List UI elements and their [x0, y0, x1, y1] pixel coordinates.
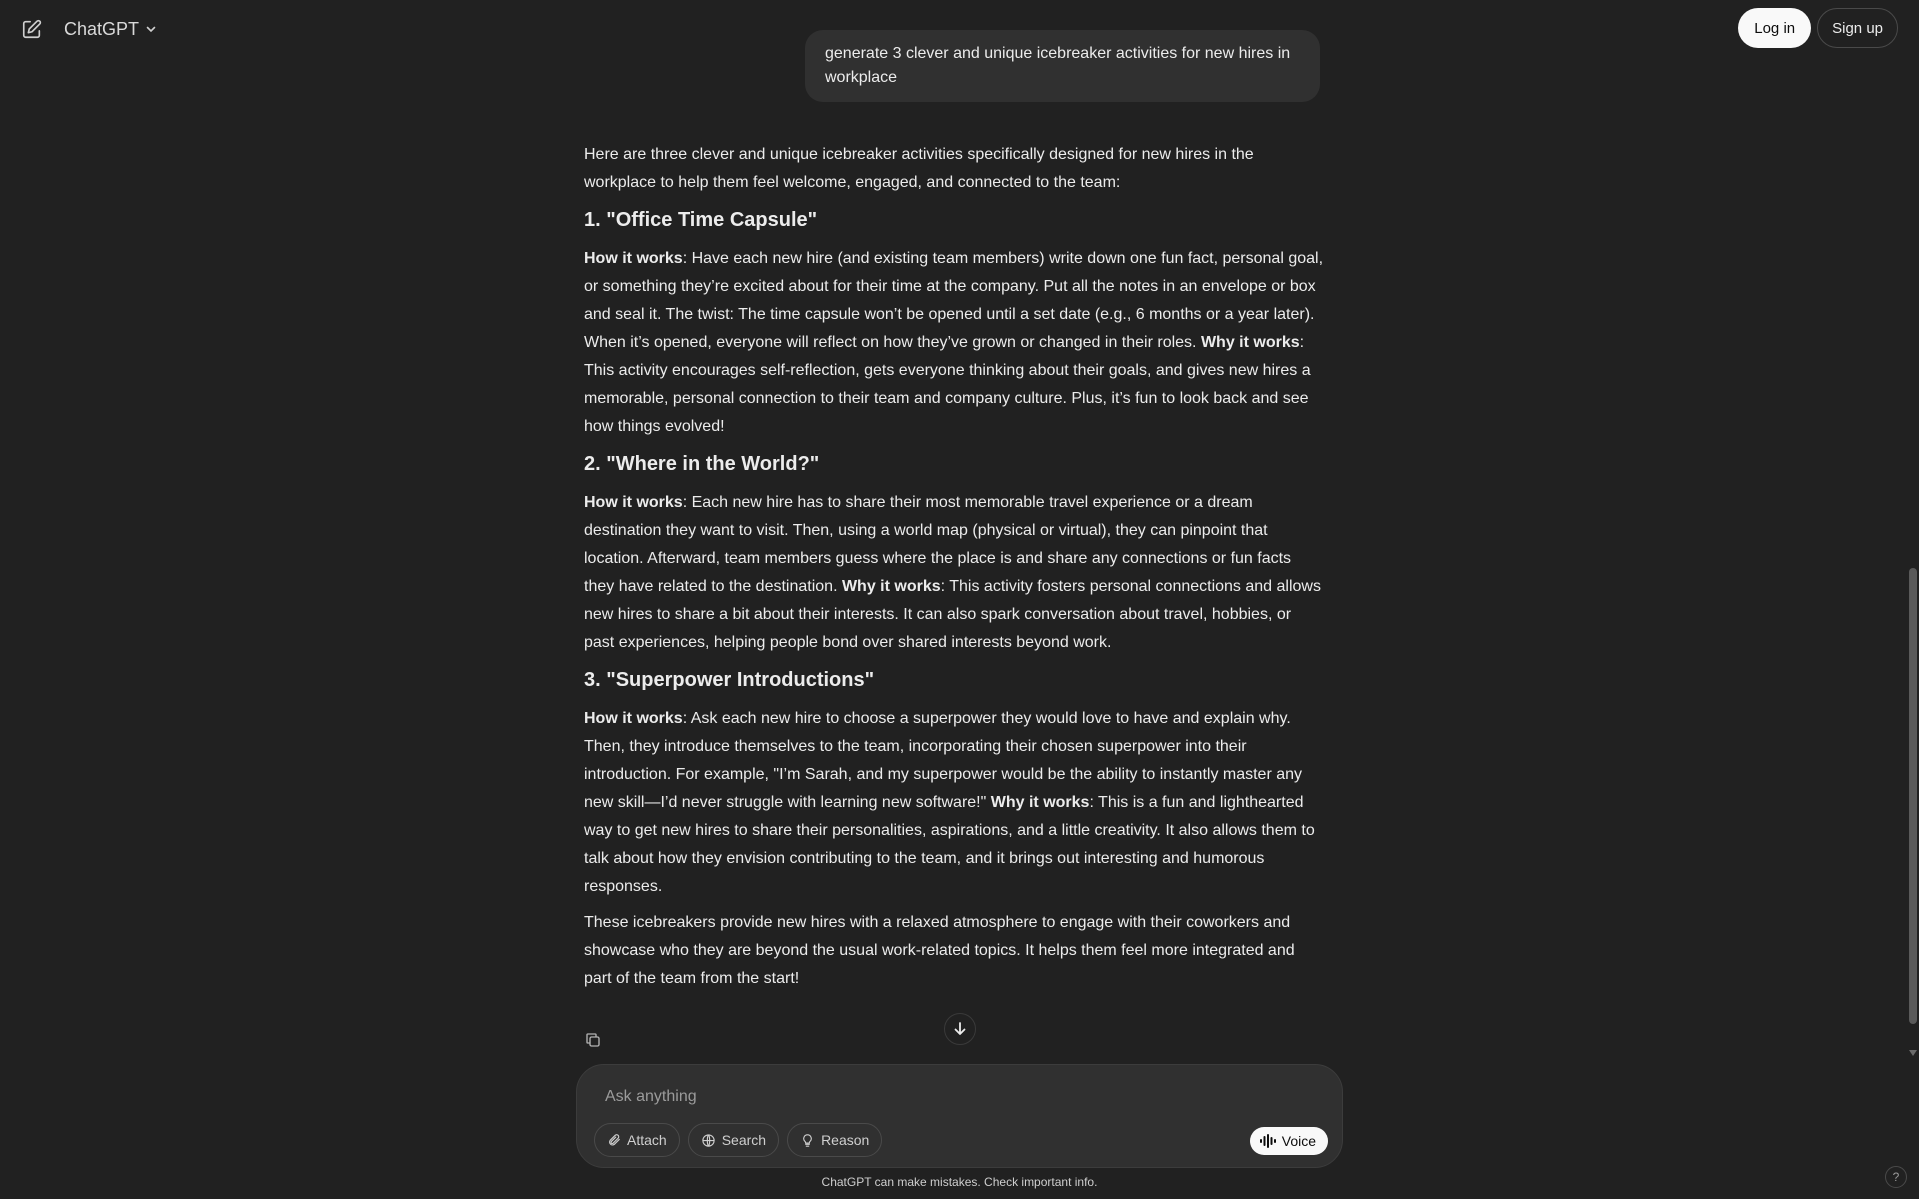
new-chat-icon — [21, 18, 43, 40]
composer — [576, 1064, 1343, 1168]
why-label: Why it works — [1200, 334, 1300, 351]
auth-buttons — [1738, 8, 1898, 48]
waveform-icon — [1260, 1134, 1276, 1148]
globe-icon — [701, 1133, 716, 1148]
scroll-to-bottom-button[interactable] — [944, 1013, 976, 1045]
why-text: : This activity encourages self-reflection, gets everyone thinking about their goals, and gives new hires a memorable, personal connection to their team and company culture. Plus, it’s fun to look back and see how things evolved! — [584, 334, 1311, 435]
disclaimer: ChatGPT can make mistakes. Check important info. — [821, 1175, 1098, 1189]
copy-icon — [584, 1031, 602, 1049]
arrow-down-icon — [952, 1021, 968, 1037]
lightbulb-icon — [800, 1133, 815, 1148]
attach-label: Attach — [627, 1132, 667, 1148]
section-body — [584, 489, 1324, 657]
section-heading: 3. "Superpower Introductions" — [584, 669, 875, 691]
login-button[interactable]: Log in — [1738, 8, 1811, 48]
scrollbar[interactable] — [1907, 0, 1919, 1199]
how-text: : Each new hire has to share their most memorable travel experience or a dream destination they want to visit. Then, using a world map (physical or virtual), they can pinpoint that location. Afterward, team members guess where the place is and share any connections or fun facts they have related to the destination. — [584, 494, 1292, 595]
how-text: : Ask each new hire to choose a superpower they would love to have and explain why. Then, they introduce themselves to the team, incorporating their chosen superpower into their introduction. For example, "I’m Sarah, and my superpower would be the ability to instantly master any new skill—I’d never struggle with learning new software!" — [584, 710, 1303, 811]
reason-label: Reason — [821, 1132, 870, 1148]
copy-button[interactable] — [584, 1031, 604, 1051]
help-button[interactable]: ? — [1885, 1166, 1907, 1188]
how-label: How it works — [584, 494, 683, 511]
voice-label: Voice — [1281, 1133, 1316, 1149]
how-label: How it works — [584, 710, 683, 727]
new-chat-button[interactable] — [18, 15, 46, 43]
attach-button[interactable] — [594, 1123, 680, 1157]
voice-button[interactable] — [1250, 1127, 1328, 1155]
reason-button[interactable] — [787, 1123, 882, 1157]
why-label: Why it works — [990, 794, 1090, 811]
model-switcher[interactable] — [64, 15, 157, 43]
model-name: ChatGPT — [64, 18, 140, 39]
section-heading: 1. "Office Time Capsule" — [584, 209, 818, 231]
signup-button[interactable]: Sign up — [1817, 8, 1898, 48]
section-body — [584, 705, 1324, 901]
search-label: Search — [721, 1132, 767, 1148]
assistant-message — [584, 141, 1324, 1001]
search-button[interactable] — [688, 1123, 779, 1157]
answer-intro: Here are three clever and unique icebreaker activities specifically designed for new hires in the workplace to help them feel welcome, engaged, and connected to the team: — [584, 146, 1254, 191]
why-label: Why it works — [841, 578, 941, 595]
why-text: : This activity fosters personal connections and allows new hires to share a bit about their interests. It can also spark conversation about travel, hobbies, or past experiences, helping people bond over shared interests beyond work. — [584, 578, 1321, 651]
how-label: How it works — [584, 250, 683, 267]
paperclip-icon — [607, 1133, 621, 1147]
section-heading: 2. "Where in the World?" — [584, 453, 820, 475]
scrollbar-down-arrow[interactable] — [1909, 1050, 1917, 1056]
chevron-down-icon — [145, 23, 157, 35]
how-text: : Have each new hire (and existing team members) write down one fun fact, personal goal, or something they’re excited about for their time at the company. Put all the notes in an envelope or box and seal it. The twist: The time capsule won’t be opened until a set date (e.g., 6 months or a year later). When it’s opened, everyone will reflect on how they’ve grown or changed in their roles. — [584, 250, 1324, 351]
why-text: : This is a fun and lighthearted way to get new hires to share their personalities, aspirations, and a little creativity. It also allows them to talk about how they envision contributing to the team, and it brings out interesting and humorous responses. — [584, 794, 1315, 895]
answer-outro: These icebreakers provide new hires with a relaxed atmosphere to engage with their coworkers and showcase who they are beyond the usual work-related topics. It helps them feel more integrated and part of the team from the start! — [584, 914, 1295, 987]
prompt-input[interactable] — [603, 1085, 1303, 1109]
user-message: generate 3 clever and unique icebreaker activities for new hires in workplace — [805, 30, 1320, 102]
composer-tools — [594, 1123, 882, 1157]
scrollbar-thumb[interactable] — [1909, 568, 1917, 1024]
section-body — [584, 245, 1324, 441]
